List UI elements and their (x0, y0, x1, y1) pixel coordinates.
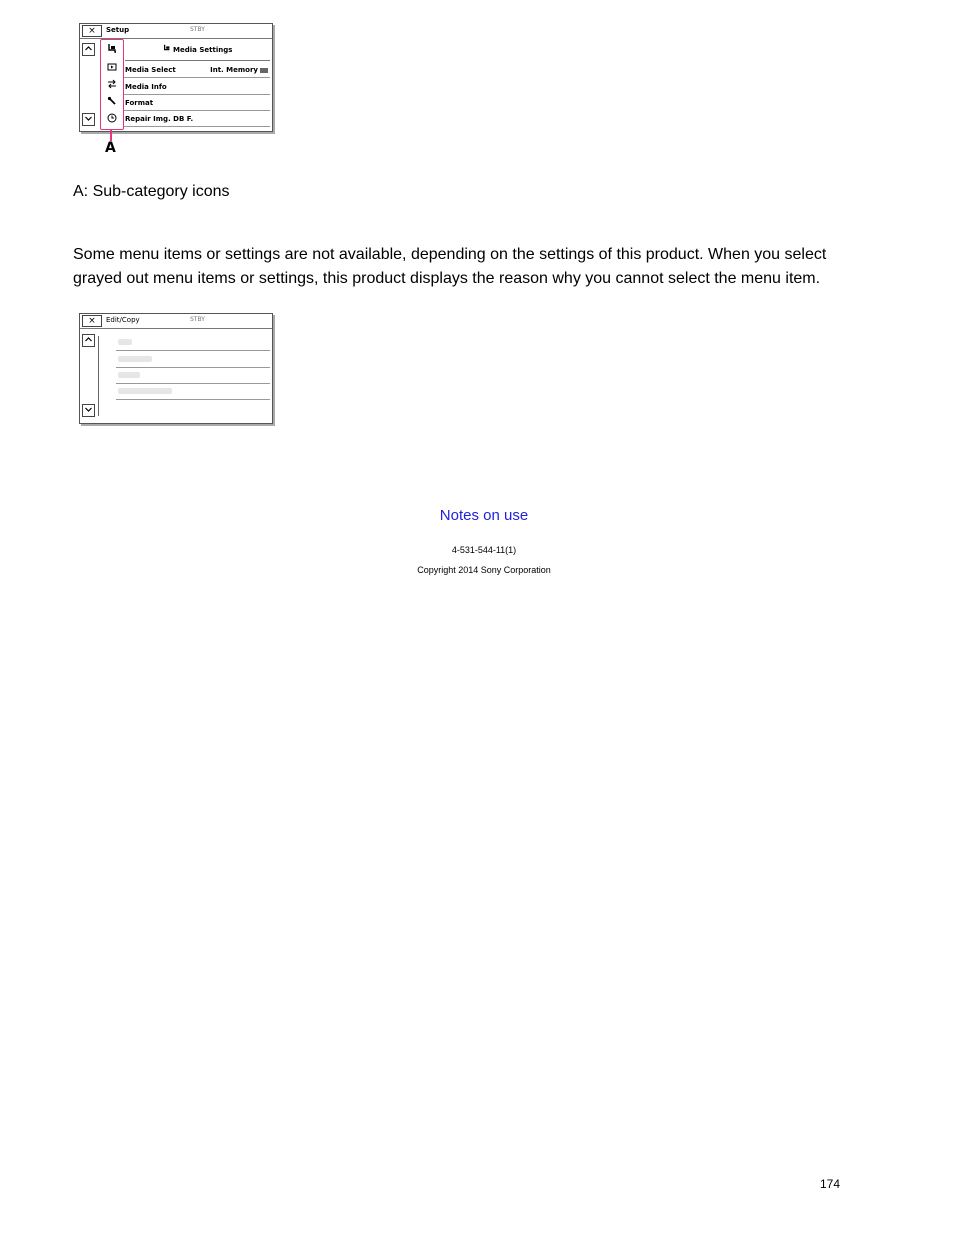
grayed-menu-row (116, 367, 270, 384)
page-number: 174 (820, 1177, 841, 1191)
callout-label-a: A (105, 140, 116, 156)
setup-menu-screen (79, 23, 273, 132)
document-number: 4-531-544-11(1) (451, 545, 517, 555)
grayed-label (118, 339, 132, 345)
grayed-label (118, 372, 140, 378)
scroll-up-button[interactable] (82, 43, 95, 56)
grayed-label (118, 388, 172, 394)
memory-icon (260, 68, 268, 73)
grayed-menu-row (116, 334, 270, 351)
row-value: Int. Memory (210, 66, 268, 74)
general-settings-icon[interactable] (106, 96, 118, 108)
sub-category-heading (125, 44, 270, 54)
copyright-notice: Copyright 2014 Sony Corporation (417, 565, 551, 575)
close-button[interactable]: × (82, 315, 102, 327)
playback-settings-icon[interactable] (106, 62, 118, 74)
screen-header (80, 314, 272, 329)
scroll-down-button[interactable] (82, 113, 95, 126)
connection-icon[interactable] (106, 79, 118, 91)
scroll-track (98, 336, 99, 416)
row-label: Repair Img. DB F. (125, 115, 194, 123)
menu-row-media-select[interactable] (124, 61, 270, 78)
close-button[interactable]: × (82, 25, 102, 37)
screen-header (80, 24, 272, 39)
chevron-up-icon (84, 335, 93, 344)
screen-title: Edit/Copy (106, 316, 140, 324)
figure-caption: A: Sub-category icons (73, 183, 230, 200)
notes-on-use-link[interactable]: Notes on use (439, 507, 529, 524)
status-indicator: STBY (190, 316, 205, 323)
chevron-down-icon (84, 114, 93, 123)
scroll-up-button[interactable] (82, 334, 95, 347)
screen-title: Setup (106, 26, 130, 34)
scroll-down-button[interactable] (82, 404, 95, 417)
grayed-menu-row (116, 351, 270, 368)
menu-row-repair-img-db[interactable] (124, 110, 270, 127)
media-settings-icon[interactable] (106, 43, 118, 55)
edit-copy-menu-screen (79, 313, 273, 424)
body-paragraph: Some menu items or settings are not available, depending on the settings of this product. When you select grayed out menu items or settings, this product displays the reason why you cannot select the menu item. (73, 246, 827, 287)
grayed-menu-row (116, 383, 270, 400)
row-label: Media Select (125, 66, 176, 74)
row-label: Format (125, 99, 154, 107)
menu-row-media-info[interactable] (124, 78, 270, 95)
heading-label: Media Settings (173, 46, 233, 54)
status-indicator: STBY (190, 26, 205, 33)
chevron-up-icon (84, 44, 93, 53)
clock-icon[interactable] (106, 113, 118, 125)
chevron-down-icon (84, 405, 93, 414)
media-settings-icon (163, 44, 171, 52)
row-label: Media Info (125, 83, 167, 91)
menu-row-format[interactable] (124, 94, 270, 111)
grayed-label (118, 356, 152, 362)
